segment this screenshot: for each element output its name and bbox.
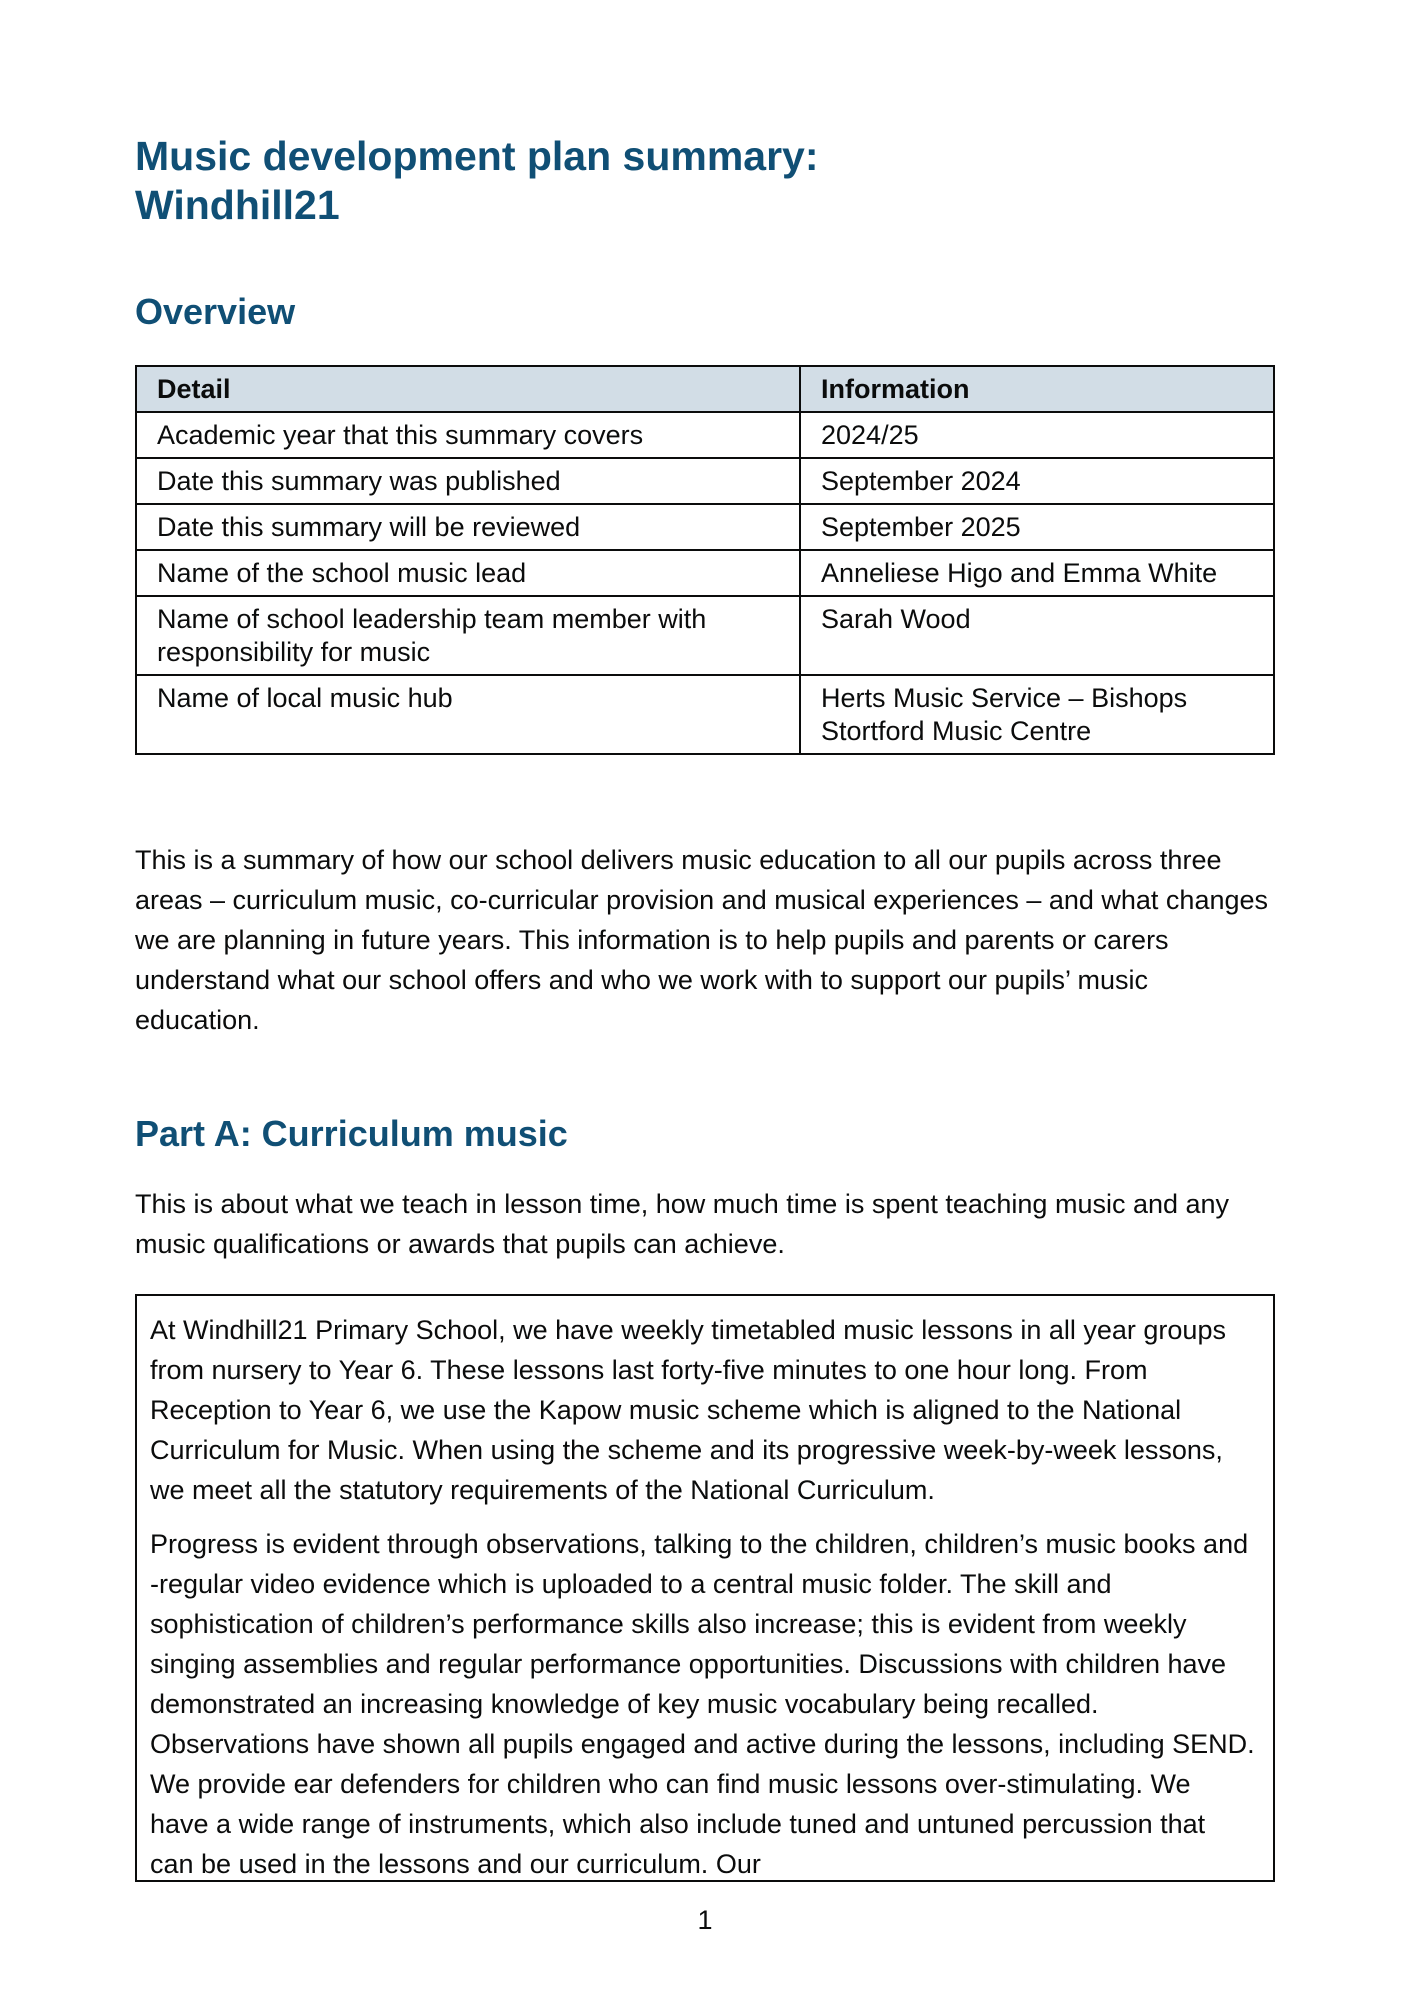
table-row xyxy=(136,504,1274,550)
table-row xyxy=(136,550,1274,596)
curriculum-paragraph: Progress is evident through observations, talking to the children, children’s music books and -regular video evidence which is uploaded to a central music folder. The skill and sophistication of children’s performance skills also increase; this is evident from weekly singing assemblies and regular performance opportunities. Discussions with children have demonstrated an increasing knowledge of key music vocabulary being recalled. Observations have shown all pupils engaged and active during the lessons, including SEND. We provide ear defenders for children who can find music lessons over-stimulating. We have a wide range of instruments, which also include tuned and untuned percussion that can be used in the lessons and our curriculum. Our xyxy=(150,1529,1255,1879)
table-row xyxy=(136,675,1274,754)
detail-cell: Name of the school music lead xyxy=(136,550,800,596)
part-a-intro: This is about what we teach in lesson time, how much time is spent teaching music and any music qualifications or awards that pupils can achieve. xyxy=(135,1189,1230,1259)
document-title xyxy=(135,132,1275,230)
part-a-heading: Part A: Curriculum music xyxy=(135,1113,568,1154)
table-row xyxy=(136,596,1274,675)
overview-table xyxy=(135,365,1275,755)
information-cell: Anneliese Higo and Emma White xyxy=(800,550,1274,596)
detail-cell: Name of local music hub xyxy=(136,675,800,754)
column-header-detail: Detail xyxy=(136,366,800,412)
curriculum-music-textbox xyxy=(135,1294,1275,1882)
information-cell: 2024/25 xyxy=(800,412,1274,458)
detail-cell: Academic year that this summary covers xyxy=(136,412,800,458)
table-row xyxy=(136,458,1274,504)
title-line-1: Music development plan summary: xyxy=(135,133,819,179)
table-row xyxy=(136,412,1274,458)
curriculum-paragraph: At Windhill21 Primary School, we have weekly timetabled music lessons in all year groups from nursery to Year 6. These lessons last forty-five minutes to one hour long. From Reception to Year 6, we use the Kapow music scheme which is aligned to the National Curriculum for Music. When using the scheme and its progressive week-by-week lessons, we meet all the statutory requirements of the National Curriculum. xyxy=(150,1315,1226,1505)
page-number: 1 xyxy=(697,1905,713,1935)
information-cell: September 2024 xyxy=(800,458,1274,504)
detail-cell: Name of school leadership team member with responsibility for music xyxy=(136,596,800,675)
title-line-2: Windhill21 xyxy=(135,182,340,228)
table-header-row xyxy=(136,366,1274,412)
information-cell: Sarah Wood xyxy=(800,596,1274,675)
column-header-information: Information xyxy=(800,366,1274,412)
information-cell: September 2025 xyxy=(800,504,1274,550)
detail-cell: Date this summary was published xyxy=(136,458,800,504)
intro-paragraph: This is a summary of how our school delivers music education to all our pupils across three areas – curriculum music, co-curricular provision and musical experiences – and what changes we are planning in future years. This information is to help pupils and parents or carers understand what our school offers and who we work with to support our pupils’ music education. xyxy=(135,845,1269,1035)
information-cell: Herts Music Service – Bishops Stortford Music Centre xyxy=(800,675,1274,754)
overview-heading: Overview xyxy=(135,291,296,332)
detail-cell: Date this summary will be reviewed xyxy=(136,504,800,550)
